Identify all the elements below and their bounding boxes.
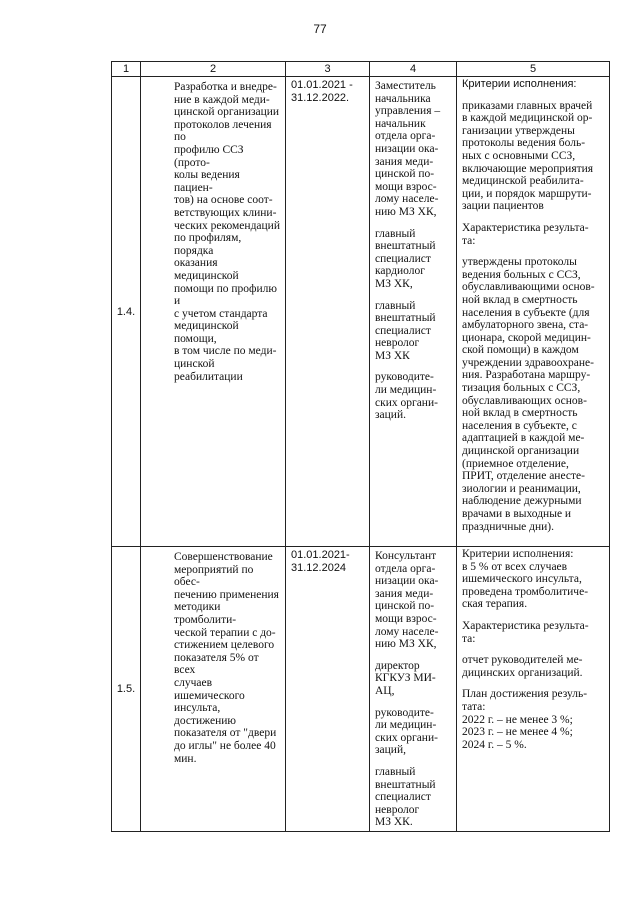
column-header: 1 (112, 62, 141, 77)
column-header: 3 (286, 62, 370, 77)
page-number: 77 (313, 22, 327, 36)
period-cell: 01.01.2021- 31.12.2024 (286, 547, 370, 832)
responsible-item: главный внештатный специалист невролог МЗ ХК. (375, 765, 436, 829)
table-header-row (112, 62, 610, 77)
criteria-paragraph: План достижения резуль- тата: (462, 688, 588, 713)
criteria-paragraph: Характеристика результа- та: (462, 221, 589, 247)
row-number: 1.5. (112, 547, 141, 832)
criteria-cell (457, 77, 610, 547)
column-header: 5 (457, 62, 610, 77)
criteria-paragraph: приказами главных врачей в каждой медицинской ор- ганизации утверждены протоколы ведения боль- ных с основными ССЗ, включающие мероприятия медицинской реабилита- ции, и порядок маршрути- зации пациентов (462, 99, 594, 213)
row-number: 1.4. (112, 77, 141, 547)
criteria-cell (457, 547, 610, 832)
responsible-item: Консультант отдела орга- низации ока- зания меди- цинской по- мощи взрос- лому населе- нию МЗ ХК, (375, 550, 439, 651)
activity-cell: Разработка и внедре- ние в каждой меди- цинской организации протоколов лечения по профилю ССЗ (прото- колы ведения пациен- тов) на основе соот- ветствующих клини- ческих рекомендаций по профилям, порядка оказания медицинской помощи по профилю и с учетом стандарта медицинской помощи, в том числе по меди- цинской реабилитации (141, 77, 286, 547)
responsible-cell (370, 547, 457, 832)
column-header: 4 (370, 62, 457, 77)
responsible-cell (370, 77, 457, 547)
responsible-item: руководите- ли медицин- ских органи- заций, (375, 706, 438, 757)
responsible-item: Заместитель начальника управления – начальник отдела орга- низации ока- зания меди- цинской по- мощи взрос- лому населе- нию МЗ ХК, (375, 80, 441, 218)
column-header: 2 (141, 62, 286, 77)
criteria-paragraph: 2022 г. – не менее 3 %; 2023 г. – не менее 4 %; 2024 г. – 5 %. (462, 713, 573, 751)
responsible-item: главный внештатный специалист невролог МЗ ХК (375, 299, 436, 362)
criteria-paragraph: в 5 % от всех случаев ишемического инсульта, проведена тромболитиче- ская терапия. (462, 560, 589, 611)
responsible-item: руководите- ли медицин- ских органи- заций. (375, 371, 438, 422)
criteria-paragraph: Критерии исполнения: (462, 548, 574, 560)
table-row (112, 77, 610, 547)
table-row (112, 547, 610, 832)
activity-table (111, 61, 610, 832)
responsible-item: директор КГКУЗ МИ- АЦ, (375, 659, 436, 697)
criteria-paragraph: отчет руководителей ме- дицинских организаций. (462, 654, 583, 679)
criteria-paragraph: утверждены протоколы ведения больных с ССЗ, обуславливающими основ- ной вклад в смертность населения в субъекте (для амбулаторного звена, ста- ционара, скорой медицин- ской помощи) в каждом учреждении здравоохране- ния. Разработана маршру- тизация больных с ССЗ, обуславливающих основ- ной вклад в смертность населения в субъекте, с адаптацией в каждой ме- дицинской организации (приемное отделение, ПРИТ, отделение анесте- зиологии и реанимации, наблюдение дежурными врачами в выходные и праздничные дни). (462, 256, 595, 533)
activity-cell: Совершенствование мероприятий по обес- печению применения методики тромболити- ческой терапии с до- стижением целевого показателя 5% от всех случаев ишемического инсульта, достижению показателя от "двери до иглы" не более 40 мин. (141, 547, 286, 832)
period-cell: 01.01.2021 - 31.12.2022. (286, 77, 370, 547)
responsible-item: главный внештатный специалист кардиолог МЗ ХК, (375, 227, 436, 290)
criteria-paragraph: Критерии исполнения: (462, 78, 577, 90)
criteria-paragraph: Характеристика результа- та: (462, 619, 589, 645)
